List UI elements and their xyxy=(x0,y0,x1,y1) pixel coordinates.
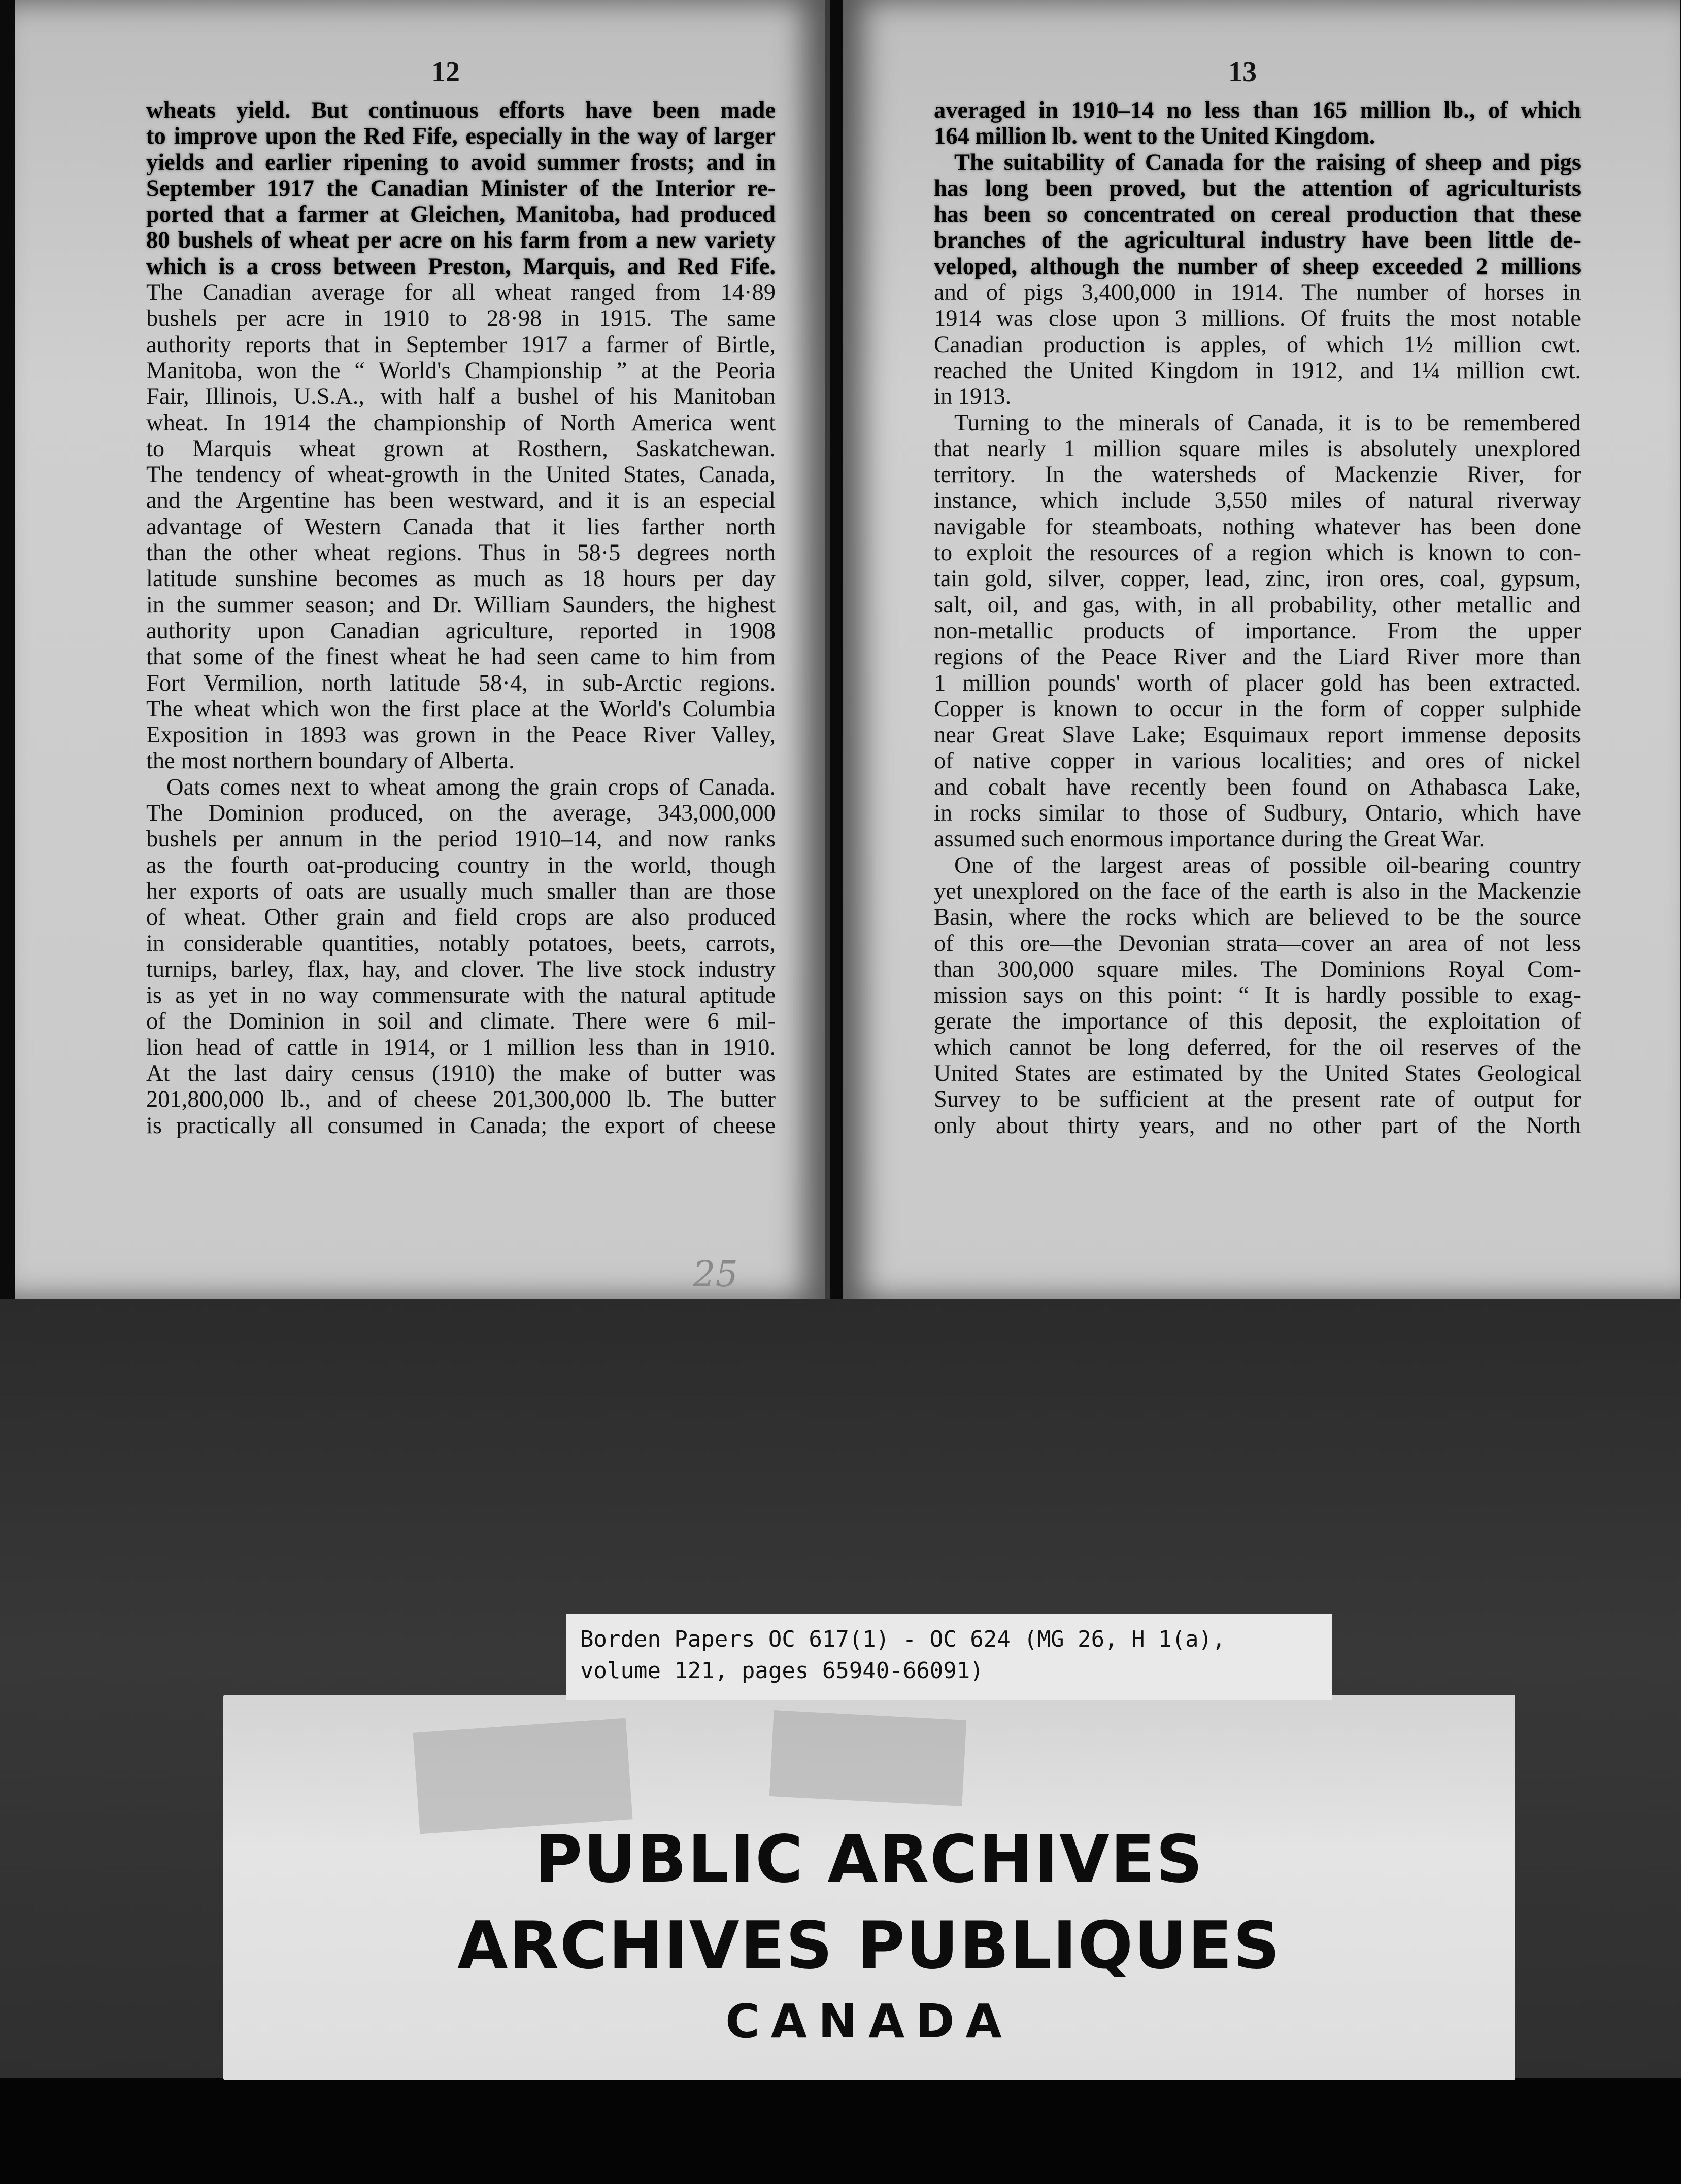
text-line: salt, oil, and gas, with, in all probability, other metallic and xyxy=(934,592,1581,618)
left-book-page xyxy=(15,0,830,1299)
text-line: Fort Vermilion, north latitude 58·4, in sub-Arctic regions. xyxy=(146,670,776,696)
text-line: to exploit the resources of a region which is known to con- xyxy=(934,540,1581,566)
text-line: yields and earlier ripening to avoid summer frosts; and in xyxy=(146,149,776,176)
text-line: and cobalt have recently been found on Athabasca Lake, xyxy=(934,774,1581,800)
label-line-french: ARCHIVES PUBLIQUES xyxy=(457,1908,1281,1984)
text-line: that some of the finest wheat he had seen came to him from xyxy=(146,644,776,670)
text-line: United States are estimated by the United States Geological xyxy=(934,1060,1581,1086)
text-line: in 1913. xyxy=(934,384,1012,410)
text-line: has long been proved, but the attention of agriculturists xyxy=(934,175,1581,201)
text-line: authority reports that in September 1917 a farmer of Birtle, xyxy=(146,331,776,358)
text-line: Copper is known to occur in the form of copper sulphide xyxy=(934,696,1581,722)
text-line: non-metallic products of importance. From the upper xyxy=(934,618,1581,644)
text-line: Manitoba, won the “ World's Championship ” at the Peoria xyxy=(146,357,776,384)
text-line: Exposition in 1893 was grown in the Peace River Valley, xyxy=(146,722,776,748)
text-line: has been so concentrated on cereal production that these xyxy=(934,201,1581,228)
text-line: than 300,000 square miles. The Dominions Royal Com- xyxy=(934,956,1581,982)
text-line: branches of the agricultural industry have been little de- xyxy=(934,227,1581,254)
text-line: in the summer season; and Dr. William Saunders, the highest xyxy=(146,592,776,618)
text-line: At the last dairy census (1910) the make of butter was xyxy=(146,1060,776,1086)
text-line: Basin, where the rocks which are believed to be the source xyxy=(934,904,1581,931)
text-line: reached the United Kingdom in 1912, and 1¼ million cwt. xyxy=(934,357,1581,384)
text-line: only about thirty years, and no other part of the North xyxy=(934,1112,1581,1139)
label-line-country: CANADA xyxy=(725,1994,1013,2049)
text-line: One of the largest areas of possible oil-bearing country xyxy=(954,852,1581,878)
tape-piece xyxy=(413,1718,633,1834)
text-line: Canadian production is apples, of which 1½ million cwt. xyxy=(934,331,1581,358)
text-line: yet unexplored on the face of the earth is also in the Mackenzie xyxy=(934,878,1581,904)
text-line: the most northern boundary of Alberta. xyxy=(146,748,515,774)
text-line: of this ore—the Devonian strata—cover an area of not less xyxy=(934,930,1581,957)
right-book-page xyxy=(843,0,1680,1299)
text-line: and the Argentine has been westward, and it is an especial xyxy=(146,488,776,514)
text-line: Turning to the minerals of Canada, it is to be remembered xyxy=(954,410,1581,436)
label-line-english: PUBLIC ARCHIVES xyxy=(534,1822,1204,1897)
book-gutter xyxy=(830,0,843,1299)
text-line: averaged in 1910–14 no less than 165 million lb., of which xyxy=(934,97,1581,123)
text-line: her exports of oats are usually much smaller than are those xyxy=(146,878,776,904)
text-line: mission says on this point: “ It is hardly possible to exag- xyxy=(934,982,1581,1009)
text-line: lion head of cattle in 1914, or 1 million less than in 1910. xyxy=(146,1034,776,1061)
text-line: navigable for steamboats, nothing whatever has been done xyxy=(934,514,1581,540)
text-line: September 1917 the Canadian Minister of the Interior re- xyxy=(146,175,776,201)
text-line: wheats yield. But continuous efforts have been made xyxy=(146,97,776,123)
text-line: 1 million pounds' worth of placer gold has been extracted. xyxy=(934,670,1581,696)
tape-piece xyxy=(769,1710,966,1806)
text-line: Oats comes next to wheat among the grain crops of Canada. xyxy=(166,774,776,800)
text-line: in rocks similar to those of Sudbury, Ontario, which have xyxy=(934,800,1581,827)
text-line: than the other wheat regions. Thus in 58·5 degrees north xyxy=(146,540,776,566)
text-line: The suitability of Canada for the raising of sheep and pigs xyxy=(954,149,1581,176)
text-line: 201,800,000 lb., and of cheese 201,300,000 lb. The butter xyxy=(146,1086,776,1113)
text-line: bushels per acre in 1910 to 28·98 in 1915. The same xyxy=(146,305,776,332)
text-line: which cannot be long deferred, for the oil reserves of the xyxy=(934,1034,1581,1061)
text-line: Survey to be sufficient at the present rate of output for xyxy=(934,1086,1581,1113)
text-line: 80 bushels of wheat per acre on his farm from a new variety xyxy=(146,227,776,254)
text-line: 1914 was close upon 3 millions. Of fruits the most notable xyxy=(934,305,1581,332)
text-line: ported that a farmer at Gleichen, Manitoba, had produced xyxy=(146,201,776,228)
text-line: wheat. In 1914 the championship of North America went xyxy=(146,410,776,436)
public-archives-label xyxy=(223,1695,1515,2080)
right-page-number: 13 xyxy=(1228,56,1257,88)
text-line: to improve upon the Red Fife, especially in the way of larger xyxy=(146,123,776,150)
text-line: The Canadian average for all wheat ranged from 14·89 xyxy=(146,280,776,306)
text-line: turnips, barley, flax, hay, and clover. The live stock industry xyxy=(146,956,776,982)
text-line: The Dominion produced, on the average, 343,000,000 xyxy=(146,800,776,827)
caption-line: Borden Papers OC 617(1) - OC 624 (MG 26, H 1(a), xyxy=(580,1626,1226,1652)
left-page-number: 12 xyxy=(431,56,460,88)
text-line: of wheat. Other grain and field crops are also produced xyxy=(146,904,776,931)
pencil-annotation: 25 xyxy=(693,1253,738,1295)
text-line: Fair, Illinois, U.S.A., with half a bushel of his Manitoban xyxy=(146,384,776,410)
text-line: of native copper in various localities; and ores of nickel xyxy=(934,748,1581,774)
text-line: authority upon Canadian agriculture, reported in 1908 xyxy=(146,618,776,644)
text-line: gerate the importance of this deposit, the exploitation of xyxy=(934,1008,1581,1035)
text-line: in considerable quantities, notably potatoes, beets, carrots, xyxy=(146,930,776,957)
text-line: is as yet in no way commensurate with the natural aptitude xyxy=(146,982,776,1009)
text-line: bushels per annum in the period 1910–14, and now ranks xyxy=(146,826,776,852)
film-bottom-strip xyxy=(0,2078,1681,2184)
text-line: of the Dominion in soil and climate. There were 6 mil- xyxy=(146,1008,776,1035)
text-line: to Marquis wheat grown at Rosthern, Saskatchewan. xyxy=(146,435,776,462)
text-line: instance, which include 3,550 miles of natural riverway xyxy=(934,488,1581,514)
caption-line: volume 121, pages 65940-66091) xyxy=(580,1658,984,1684)
text-line: tain gold, silver, copper, lead, zinc, iron ores, coal, gypsum, xyxy=(934,566,1581,592)
text-line: veloped, although the number of sheep exceeded 2 millions xyxy=(934,253,1581,280)
text-line: regions of the Peace River and the Liard River more than xyxy=(934,644,1581,670)
text-line: latitude sunshine becomes as much as 18 hours per day xyxy=(146,566,776,592)
text-line: as the fourth oat-producing country in the world, though xyxy=(146,852,776,878)
text-line: The tendency of wheat-growth in the United States, Canada, xyxy=(146,462,776,488)
text-line: advantage of Western Canada that it lies farther north xyxy=(146,514,776,540)
text-line: that nearly 1 million square miles is absolutely unexplored xyxy=(934,435,1581,462)
text-line: which is a cross between Preston, Marquis, and Red Fife. xyxy=(146,253,776,280)
text-line: 164 million lb. went to the United Kingdom. xyxy=(934,123,1375,150)
text-line: The wheat which won the first place at the World's Columbia xyxy=(146,696,776,722)
text-line: near Great Slave Lake; Esquimaux report immense deposits xyxy=(934,722,1581,748)
reel-caption-card xyxy=(566,1614,1332,1700)
text-line: assumed such enormous importance during the Great War. xyxy=(934,826,1485,852)
text-line: and of pigs 3,400,000 in 1914. The number of horses in xyxy=(934,280,1581,306)
left-page-text xyxy=(146,97,776,1139)
right-page-text xyxy=(934,97,1581,1139)
text-line: territory. In the watersheds of Mackenzie River, for xyxy=(934,462,1581,488)
text-line: is practically all consumed in Canada; the export of cheese xyxy=(146,1112,776,1139)
